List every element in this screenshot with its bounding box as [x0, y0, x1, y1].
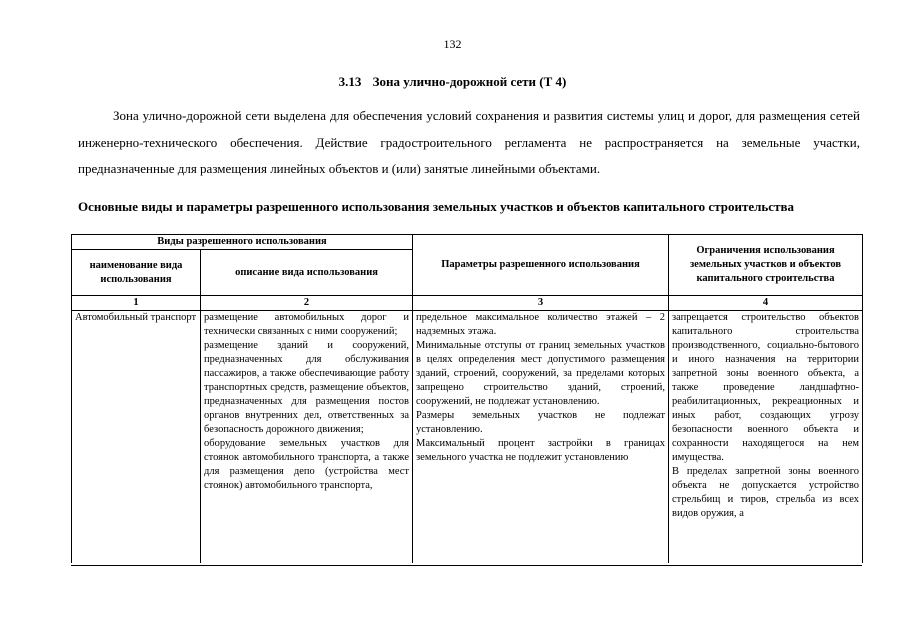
- description-line: оборудование земельных участков для стоянок автомобильного транспорта, а также для размещения депо (устройства мест стоянок) автомобильного транспорта,: [204, 438, 410, 491]
- description-line: размещение зданий и сооружений, предназначенных для обслуживания пассажиров, а также обеспечивающие работу транспортных средств, размещение объектов, предназначенных для размещения постов органов внутренних дел, ответственных за безопасность дорожного движения;: [204, 340, 410, 435]
- section-title: Зона улично-дорожной сети (Т 4): [372, 74, 567, 89]
- column-number: 3: [413, 296, 669, 311]
- section-heading: [0, 74, 905, 90]
- cell-parameters: [413, 311, 669, 563]
- intro-paragraph: [78, 103, 860, 183]
- column-number: 2: [201, 296, 413, 311]
- column-number: 1: [72, 296, 201, 311]
- section-number: 3.13: [338, 74, 362, 89]
- parameter-line: Размеры земельных участков не подлежат установлению.: [416, 410, 666, 435]
- table-row: [72, 311, 863, 563]
- table-header-row: [72, 235, 863, 250]
- restriction-line: В пределах запретной зоны военного объекта не допускается устройство стрельбищ и тиров, стрельба из всех видов оружия, а: [672, 466, 860, 519]
- header-params: Параметры разрешенного использования: [413, 235, 669, 296]
- table-bottom-border: [71, 565, 862, 566]
- parameter-line: Минимальные отступы от границ земельных участков в целях определения мест допустимого размещения зданий, строений, сооружений, за пределами которых запрещено строительство зданий, строений, сооружений, не подлежат установлению.: [416, 340, 666, 407]
- regulations-table: [71, 234, 863, 563]
- cell-description: [201, 311, 413, 563]
- parameter-line: предельное максимальное количество этажей – 2 надземных этажа.: [416, 312, 666, 337]
- header-desc: описание вида использования: [201, 250, 413, 296]
- intro-text: Зона улично-дорожной сети выделена для обеспечения условий сохранения и развития системы улиц и дорог, для размещения сетей инженерно-технического обеспечения. Действие градостроительного регламента не распространяется на земельные участки, предназначенные для размещения линейных объектов и (или) занятые линейными объектами.: [78, 108, 860, 176]
- column-number-row: [72, 296, 863, 311]
- description-line: размещение автомобильных дорог и технически связанных с ними сооружений;: [204, 312, 410, 337]
- restriction-line: запрещается строительство объектов капитального строительства производственного, социально-бытового и иного назначения на территории запретной зоны военного объекта, а также проведение ландшафтно-реабилитационных, рекреационных и иных работ, создающих угрозу безопасности военного объекта и сохранности находящегося на нем имущества.: [672, 312, 860, 463]
- table-title: Основные виды и параметры разрешенного использования земельных участков и объектов капитального строительства: [78, 199, 794, 214]
- header-name: наименование вида использования: [72, 250, 201, 296]
- cell-restrictions: [669, 311, 863, 563]
- cell-name: Автомобильный транспорт: [72, 311, 201, 563]
- header-restrictions: Ограничения использования земельных участков и объектов капитального строительства: [669, 235, 863, 296]
- column-number: 4: [669, 296, 863, 311]
- page-number: 132: [443, 37, 462, 51]
- parameter-line: Максимальный процент застройки в границах земельного участка не подлежит установлению: [416, 438, 666, 463]
- group-header: Виды разрешенного использования: [72, 235, 413, 250]
